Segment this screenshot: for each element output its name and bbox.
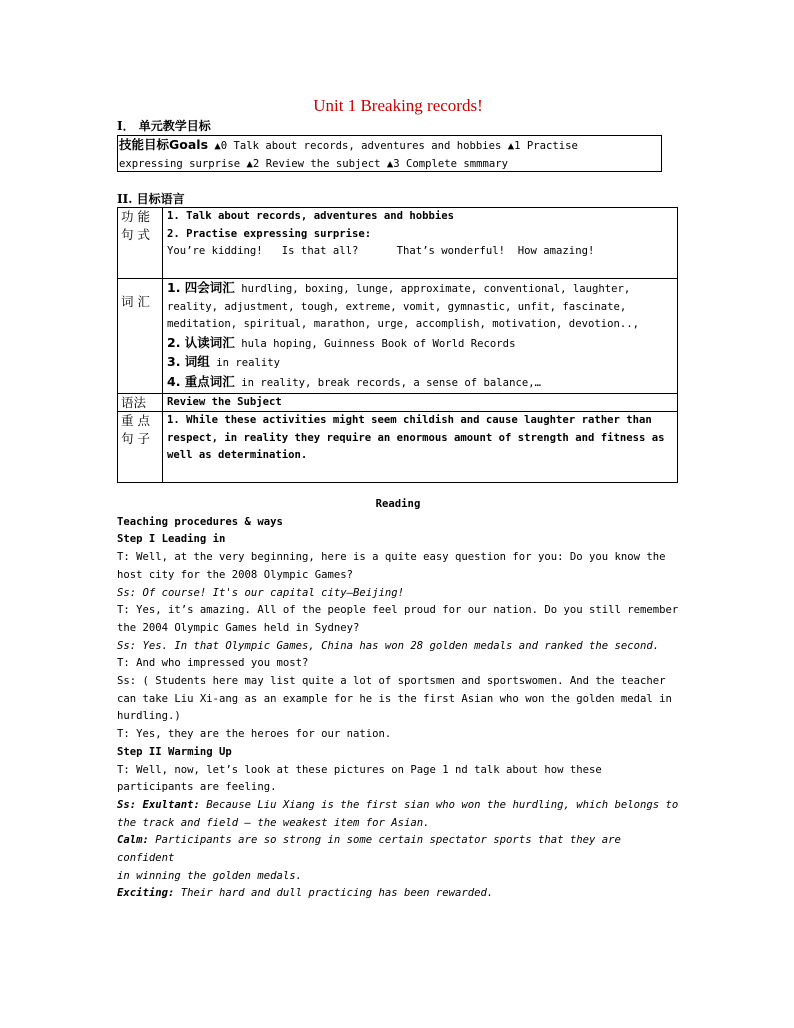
row-header-key-sentences: 重 点 句 子 [118, 412, 163, 483]
dialogue-line [117, 832, 679, 867]
dialogue-line: T: Well, now, let’s look at these pictures on Page 1 nd talk about how these participants are feeling. [117, 763, 602, 794]
vocab-item [167, 373, 673, 393]
row-header-vocabulary: 词 汇 [118, 279, 163, 394]
dialogue-line: Ss: Yes. In that Olympic Games, China has won 28 golden medals and ranked the second. [117, 639, 660, 652]
procedures-heading: Teaching procedures & ways [117, 515, 283, 528]
goals-text-line1: ▲0 Talk about records, adventures and hobbies ▲1 Practise [208, 140, 578, 152]
target-language-table [117, 207, 678, 483]
functions-cell [163, 208, 678, 279]
vocab-item [167, 334, 673, 354]
goals-box [117, 135, 662, 172]
vocabulary-cell [163, 279, 678, 394]
goals-text-line2: expressing surprise ▲2 Review the subject ▲3 Complete smmmary [119, 157, 509, 170]
table-row [118, 208, 678, 279]
mood-text: Participants are so strong in some certain spectator sports that they are confident [117, 834, 621, 865]
page-title: Unit 1 Breaking records! [313, 96, 483, 115]
row-header-functions: 功 能 句 式 [118, 208, 163, 279]
dialogue-line [117, 797, 679, 815]
mood-label: Exciting: [117, 887, 175, 900]
vocab-text: in reality [209, 357, 280, 370]
mood-label: Ss: Exultant: [117, 798, 200, 811]
table-row [118, 279, 678, 394]
dialogue-line: Ss: ( Students here may list quite a lot of sportsmen and sportswomen. And the teacher can take Liu Xi-ang as an example for he is the first Asian who won the golden medal in hurdling.) [117, 675, 672, 723]
functions-line: 1. Talk about records, adventures and hobbies [167, 210, 455, 222]
goals-label: 技能目标Goals [119, 137, 209, 152]
table-row [118, 393, 678, 412]
vocab-text: hurdling, boxing, lunge, approximate, conventional, laughter, reality, adjustment, tough, extreme, vomit, gymnastic, unfit, fascinate, meditation, spiritual, marathon, urge, accomplish, motivation, devotion.., [167, 283, 639, 331]
dialogue-line: T: Well, at the very beginning, here is a quite easy question for you: Do you know the host city for the 2008 Olympic Games? [117, 551, 666, 581]
key-sentences-cell: 1. While these activities might seem childish and cause laughter rather than respect, in reality they require an enormous amount of strength and fitness as well as determination. [163, 412, 678, 483]
vocab-label: 3. 词组 [167, 354, 210, 370]
vocab-item [167, 353, 673, 373]
vocab-item [167, 279, 673, 334]
mood-text: Because Liu Xiang is the first sian who won the hurdling, which belongs to [199, 798, 679, 811]
dialogue-line [117, 885, 679, 903]
reading-heading: Reading [375, 498, 421, 510]
functions-line: 2. Practise expressing surprise: [167, 227, 372, 240]
step-heading: Step II Warming Up [117, 745, 232, 758]
vocab-label: 2. 认读词汇 [167, 334, 235, 350]
step-heading: Step I Leading in [117, 533, 226, 546]
mood-label: Calm: [117, 834, 149, 847]
vocab-label: 1. 四会词汇 [167, 280, 235, 295]
functions-line: You’re kidding! Is that all? That’s wonderful! How amazing! [167, 245, 595, 258]
grammar-cell: Review the Subject [163, 393, 678, 412]
mood-text: Their hard and dull practicing has been rewarded. [174, 887, 494, 900]
dialogue-line: T: Yes, they are the heroes for our nation. [117, 728, 392, 741]
vocab-text: in reality, break records, a sense of balance,… [234, 376, 541, 389]
dialogue-line: T: And who impressed you most? [117, 657, 309, 670]
row-header-grammar: 语法 [118, 393, 163, 412]
vocab-label: 4. 重点词汇 [167, 373, 235, 389]
section2-heading: II. 目标语言 [117, 192, 185, 206]
reading-section [117, 496, 679, 903]
section1-heading: Ⅰ． 单元教学目标 [117, 119, 211, 133]
dialogue-line: T: Yes, it’s amazing. All of the people feel proud for our nation. Do you still remember the 2004 Olympic Games held in Sydney? [117, 604, 679, 634]
vocab-text: hula hoping, Guinness Book of World Records [234, 337, 516, 350]
dialogue-line: in winning the golden medals. [117, 869, 302, 882]
table-row [118, 412, 678, 483]
dialogue-line: Ss: Of course! It's our capital city—Beijing! [117, 586, 405, 599]
dialogue-line: the track and field — the weakest item for Asian. [117, 816, 430, 829]
